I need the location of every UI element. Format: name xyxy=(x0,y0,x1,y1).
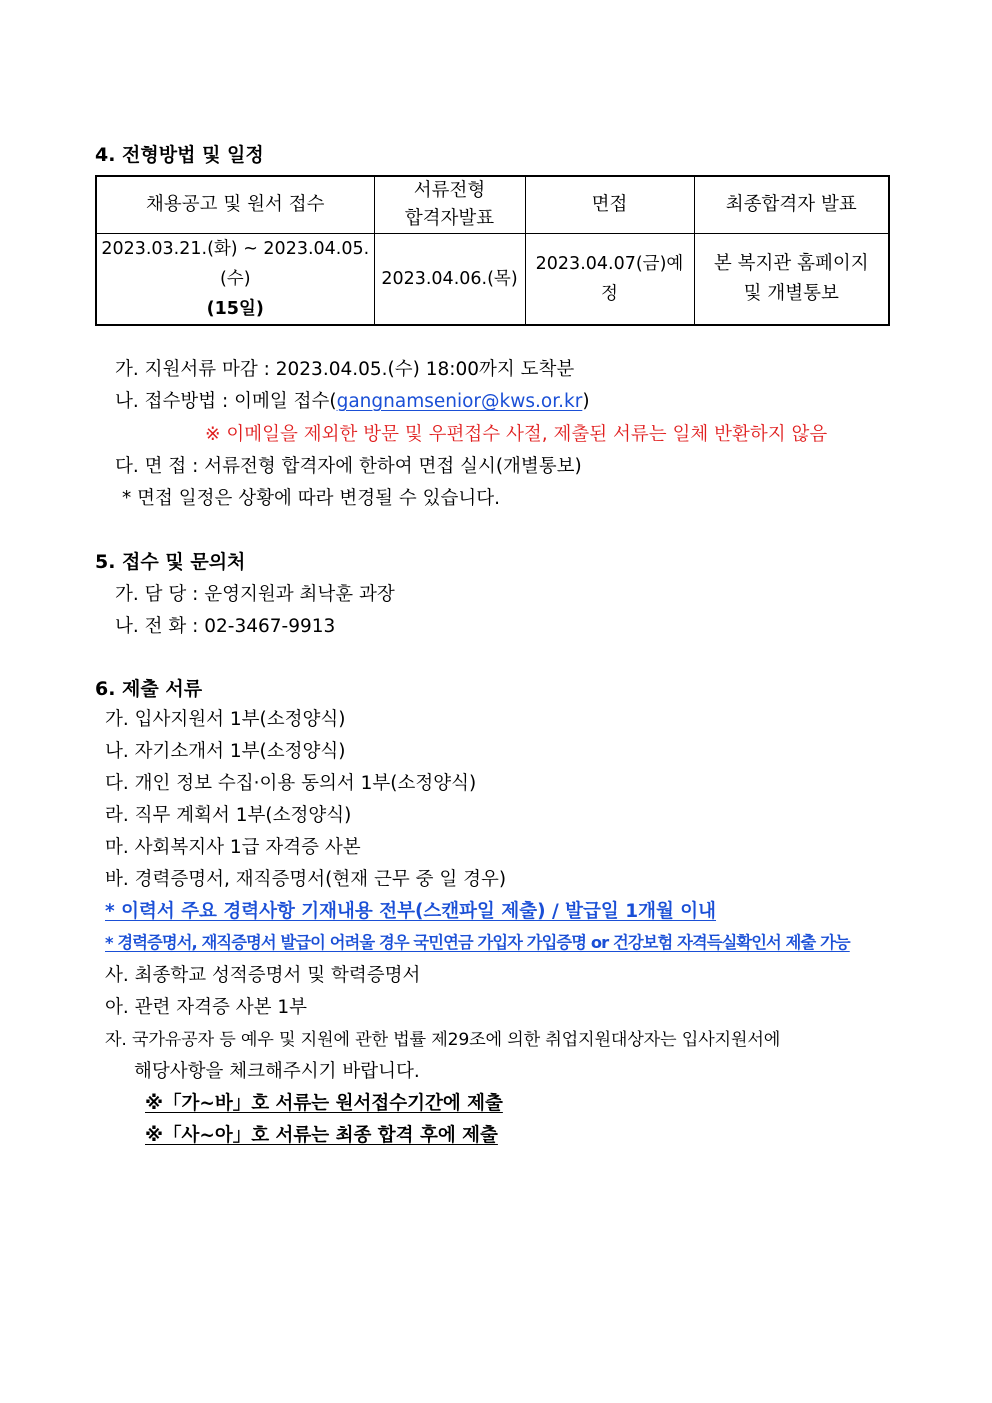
submission-timing-note-2: ※「사~아」호 서류는 최종 합격 후에 제출 xyxy=(145,1125,498,1146)
list-item: 아. 관련 자격증 사본 1부 xyxy=(105,997,308,1018)
interview-text: 다. 면 접 : 서류전형 합격자에 한하여 면접 실시(개별통보) xyxy=(115,456,582,477)
resume-note: * 이력서 주요 경력사항 기재내용 전부(스캔파일 제출) / 발급일 1개월 이내 xyxy=(105,901,717,922)
section5-title: 5. 접수 및 문의처 xyxy=(95,551,246,573)
certificate-note: * 경력증명서, 재직증명서 발급이 어려울 경우 국민연금 가입자 가입증명 or 건강보험 자격득실확인서 제출 가능 xyxy=(105,933,850,952)
section6-title: 6. 제출 서류 xyxy=(95,678,203,700)
submission-method-label: 나. 접수방법 : 이메일 접수( xyxy=(115,391,337,412)
header-cell-final: 최종합격자 발표 xyxy=(694,176,889,234)
section4-title: 4. 전형방법 및 일정 xyxy=(95,144,264,166)
table-header-row xyxy=(96,176,889,234)
contact-person: 가. 담 당 : 운영지원과 최낙훈 과장 xyxy=(115,584,395,605)
deadline-text: 가. 지원서류 마감 : 2023.04.05.(수) 18:00까지 도착분 xyxy=(115,359,575,380)
table-row xyxy=(96,234,889,326)
interview-note: * 면접 일정은 상황에 따라 변경될 수 있습니다. xyxy=(122,488,500,509)
list-item: 마. 사회복지사 1급 자격증 사본 xyxy=(105,837,361,858)
list-item: 라. 직무 계획서 1부(소정양식) xyxy=(105,805,352,826)
list-item: 사. 최종학교 성적증명서 및 학력증명서 xyxy=(105,965,421,986)
cell-interview-date: 2023.04.07(금)예정 xyxy=(525,234,694,326)
contact-phone: 나. 전 화 : 02-3467-9913 xyxy=(115,616,336,637)
submission-notice: ※ 이메일을 제외한 방문 및 우편접수 사절, 제출된 서류는 일체 반환하지 않음 xyxy=(205,424,828,445)
header-cell-document-result: 서류전형 합격자발표 xyxy=(374,176,525,234)
cell-final-announcement: 본 복지관 홈페이지 및 개별통보 xyxy=(694,234,889,326)
cell-application-period: 2023.03.21.(화) ~ 2023.04.05.(수) (15일) xyxy=(96,234,374,326)
list-item: 다. 개인 정보 수집·이용 동의서 1부(소정양식) xyxy=(105,773,477,794)
list-item-continuation: 해당사항을 체크해주시기 바랍니다. xyxy=(134,1061,420,1082)
header-cell-application: 채용공고 및 원서 접수 xyxy=(96,176,374,234)
submission-method-close: ) xyxy=(582,391,590,412)
header-cell-interview: 면접 xyxy=(525,176,694,234)
email-link[interactable]: gangnamsenior@kws.or.kr xyxy=(336,391,583,412)
cell-document-result-date: 2023.04.06.(목) xyxy=(374,234,525,326)
list-item: 나. 자기소개서 1부(소정양식) xyxy=(105,741,346,762)
submission-timing-note-1: ※「가~바」호 서류는 원서접수기간에 제출 xyxy=(145,1093,503,1114)
schedule-table xyxy=(95,175,890,326)
list-item: 가. 입사지원서 1부(소정양식) xyxy=(105,709,346,730)
submission-method xyxy=(115,387,590,413)
list-item: 자. 국가유공자 등 예우 및 지원에 관한 법률 제29조에 의한 취업지원대상자는 입사지원서에 xyxy=(105,1030,781,1050)
list-item: 바. 경력증명서, 재직증명서(현재 근무 중 일 경우) xyxy=(105,869,507,890)
